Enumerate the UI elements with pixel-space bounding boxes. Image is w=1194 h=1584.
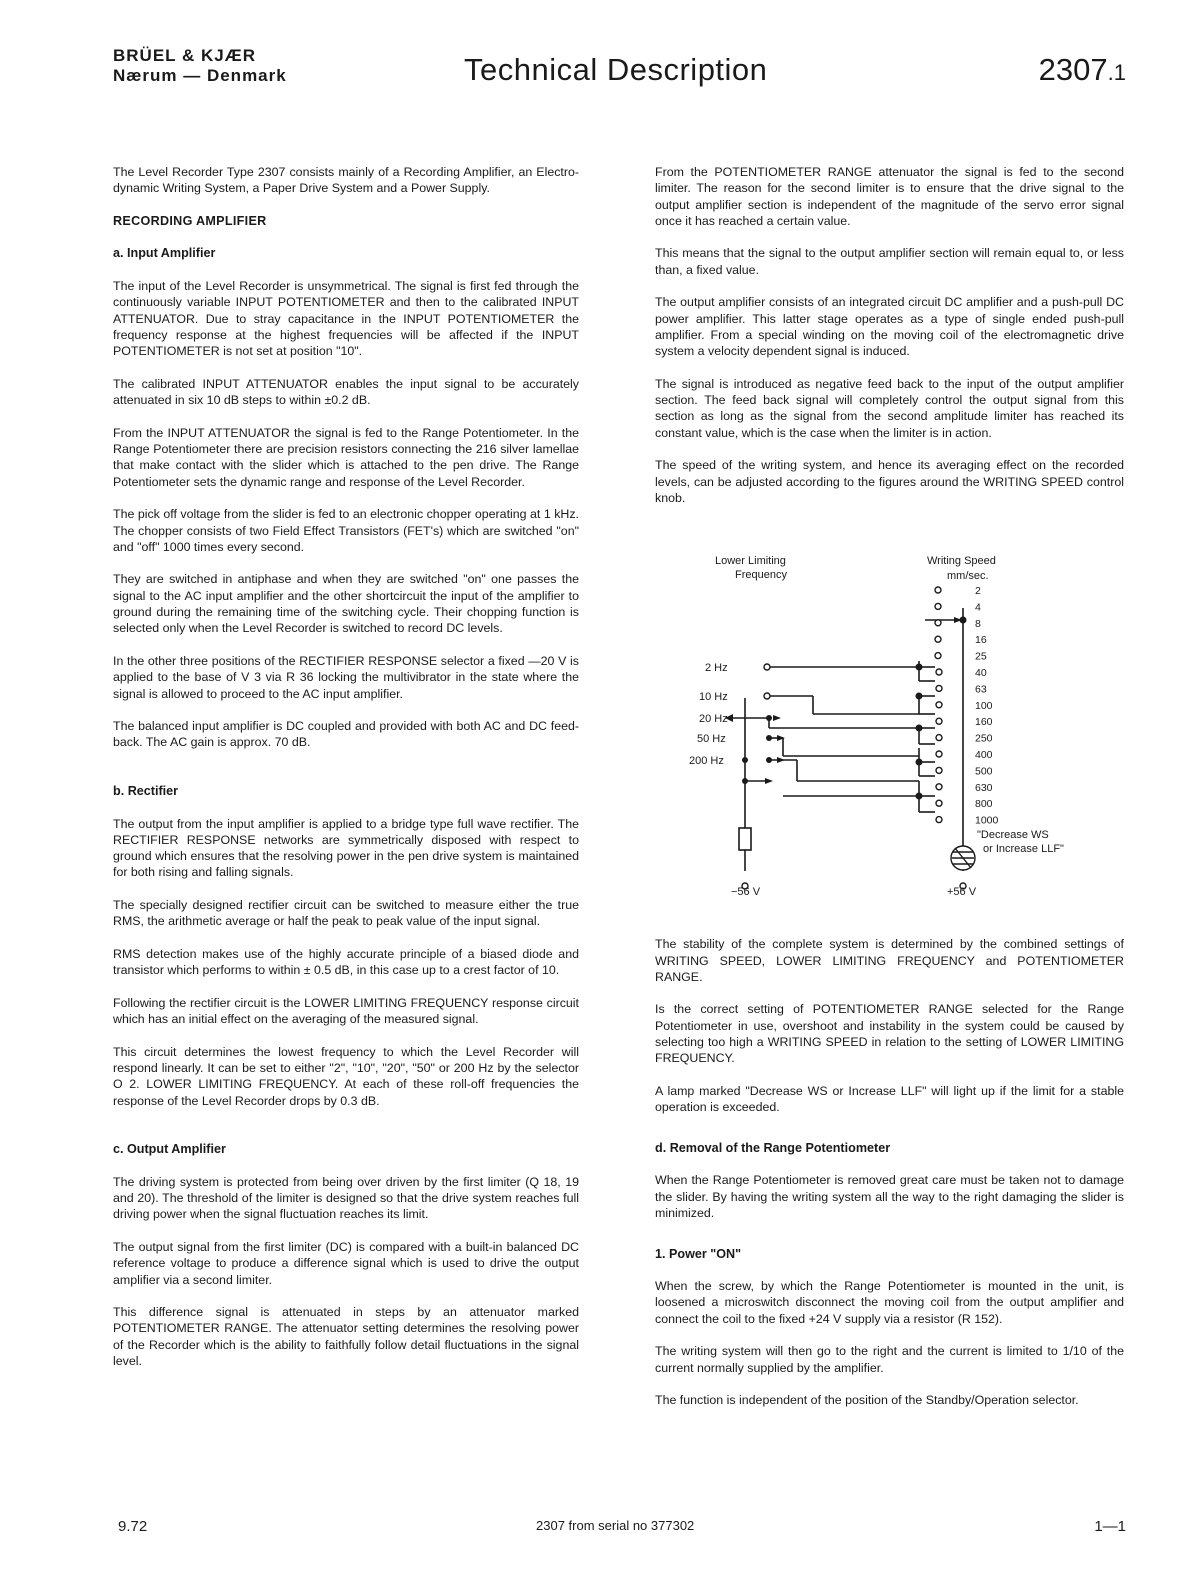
ws-title-line2: mm/sec. [947,570,989,583]
footer-serial: 2307 from serial no 377302 [536,1518,695,1533]
llf-label: 50 Hz [697,733,726,746]
writing-speed-label: 100 [975,700,993,713]
paragraph: They are switched in antiphase and when they are switched "on" one passes the signal to the AC input amplifier and the other shortcircuit the input of the amplifier to ground during the remaining time of the switching cycle. Their chopping function is selected only when the Level Recorder is switched to record DC levels. [113,572,579,636]
arrow-icon [777,757,785,763]
writing-speed-contact [936,669,942,675]
writing-speed-contact [936,800,942,806]
document-number-main: 2307 [1038,52,1108,87]
paragraph: RMS detection makes use of the highly accurate principle of a biased diode and transistor which performs to within ± 0.5 dB, in this case up to a crest factor of 10. [113,946,579,978]
writing-speed-contact [936,817,942,823]
writing-speed-label: 400 [975,749,993,762]
resistor-icon [739,828,751,850]
section-heading-recording-amplifier: RECORDING AMPLIFIER [113,213,267,228]
paragraph: The input of the Level Recorder is unsymmetrical. The signal is first fed through the continuously variable INPUT POTENTIOMETER and then to the calibrated INPUT ATTENUATOR. Due to stray capacitance in the INPUT POTENTIOMETER the frequency response at the highest frequencies will be affected if the INPUT POTENTIOMETER is not set at position "10". [113,279,579,359]
writing-speed-contact [935,653,941,659]
writing-speed-contact [936,784,942,790]
writing-speed-label: 63 [975,683,987,696]
paragraph: The output signal from the first limiter (DC) is compared with a built-in balanced DC reference voltage to produce a difference signal which is used to drive the output amplifier via a second limiter. [113,1240,579,1287]
subheading-removal-range-potentiometer: d. Removal of the Range Potentiometer [655,1140,891,1155]
writing-speed-contact [936,686,942,692]
subheading-rectifier: b. Rectifier [113,783,179,798]
writing-speed-label: 630 [975,782,993,795]
llf-label: 10 Hz [699,691,728,704]
llf-label: 20 Hz [699,713,728,726]
writing-speed-label: 1000 [975,814,999,827]
paragraph: When the screw, by which the Range Potentiometer is mounted in the unit, is loosened a microswitch disconnect the moving coil from the output amplifier and connect the coil to the fixed +24 V supply via a resistor (R 152). [655,1279,1124,1326]
writing-speed-label: 2 [975,585,981,598]
writing-speed-label: 500 [975,765,993,778]
arrow-icon [773,715,781,721]
paragraph: The balanced input amplifier is DC coupled and provided with both AC and DC feed-back. The AC gain is approx. 70 dB. [113,719,579,750]
writing-speed-label: 16 [975,634,987,647]
paragraph: The speed of the writing system, and hence its averaging effect on the recorded levels, can be adjusted according to the figures around the WRITING SPEED control knob. [655,458,1124,505]
paragraph: In the other three positions of the RECTIFIER RESPONSE selector a fixed —20 V is applied to the base of V 3 via R 36 locking the multivibrator in the state where the signal is allowed to proceed to the AC input amplifier. [113,653,579,701]
intro-paragraph: The Level Recorder Type 2307 consists mainly of a Recording Amplifier, an Electro-dynamic Writing System, a Paper Drive System and a Power Supply. [113,165,579,196]
llf-title-line2: Frequency [735,569,787,582]
paragraph: When the Range Potentiometer is removed great care must be taken not to damage the slider. By having the writing system all the way to the right damaging the slider is minimized. [655,1173,1124,1220]
writing-speed-label: 250 [975,732,993,745]
warning-lamp-icon [951,846,975,870]
document-number [1039,52,1126,88]
document-number-sub: .1 [1107,60,1126,85]
positive-supply-label: +56 V [947,886,977,897]
left-column [113,164,579,1386]
subheading-input-amplifier: a. Input Amplifier [113,246,216,261]
paragraph: From the POTENTIOMETER RANGE attenuator the signal is fed to the second limiter. The reason for the second limiter is to ensure that the drive signal to the output amplifier section is independent of the magnitude of the servo error signal once it has reached a certain value. [655,165,1124,228]
paragraph: The calibrated INPUT ATTENUATOR enables the input signal to be accurately attenuated in six 10 dB steps to within ±0.2 dB. [113,376,579,408]
paragraph: A lamp marked "Decrease WS or Increase LLF" will light up if the limit for a stable operation is exceeded. [655,1083,1124,1115]
lamp-label-line1: "Decrease WS [977,829,1049,842]
writing-speed-label: 8 [975,618,981,631]
llf-title-line1: Lower Limiting [715,555,786,568]
llf-label: 200 Hz [689,755,724,768]
paragraph: This circuit determines the lowest frequency to which the Level Recorder will respond linearly. It can be set to either "2", "10", "20", "50" or 200 Hz by the selector O 2. LOWER LIMITING FREQUENCY. At each of these roll-off frequencies the response of the Level Recorder drops by 0.3 dB. [113,1044,579,1108]
writing-speed-contact [935,620,941,626]
paragraph: This means that the signal to the output amplifier section will remain equal to, or less than, a fixed value. [655,246,1124,277]
writing-speed-label: 160 [975,716,993,729]
writing-speed-contact [936,768,942,774]
paragraph: The output amplifier consists of an integrated circuit DC amplifier and a push-pull DC power amplifier. This latter stage operates as a type of single ended push-pull amplifier. From a special winding on the moving coil of the electromagnetic drive system a velocity dependent signal is induced. [655,295,1124,359]
company-block [113,46,287,86]
writing-speed-contact [936,702,942,708]
paragraph: The pick off voltage from the slider is fed to an electronic chopper operating at 1 kHz. The chopper consists of two Field Effect Transistors (FET's) which are switched "on" and "off" 1000 times every second. [113,507,579,554]
writing-speed-contact [936,751,942,757]
arrow-icon [765,778,773,784]
writing-speed-contact [935,587,941,593]
paragraph: The driving system is protected from being over driven by the first limiter (Q 18, 19 and 20). The threshold of the limiter is designed so that the drive system reaches full driving power when the signal fluctuation reaches its limit. [113,1174,579,1222]
llf-label: 2 Hz [705,662,728,675]
writing-speed-label: 40 [975,667,987,680]
writing-speed-contact [935,604,941,610]
paragraph: The writing system will then go to the right and the current is limited to 1/10 of the current normally supplied by the amplifier. [655,1344,1124,1375]
paragraph: This difference signal is attenuated in steps by an attenuator marked POTENTIOMETER RANGE. The attenuator setting determines the resolving power of the Recorder which is the ability to faithfully follow detail fluctuations in the signal level. [113,1305,579,1369]
writing-speed-label: 4 [975,601,981,614]
subheading-output-amplifier: c. Output Amplifier [113,1142,226,1157]
subheading-power-on: 1. Power "ON" [655,1246,742,1261]
right-column [655,164,1124,1425]
footer-page-number: 1—1 [1094,1518,1126,1535]
negative-supply-label: −56 V [731,886,761,897]
company-location: Nærum — Denmark [113,66,287,85]
writing-speed-contact [936,718,942,724]
llf-writing-speed-diagram [655,548,1124,896]
paragraph: The function is independent of the position of the Standby/Operation selector. [655,1393,1079,1408]
footer-date: 9.72 [118,1518,148,1535]
paragraph: The stability of the complete system is determined by the combined settings of WRITING SPEED, LOWER LIMITING FREQUENCY and POTENTIOMETER RANGE. [655,937,1124,984]
paragraph: The output from the input amplifier is applied to a bridge type full wave rectifier. The RECTIFIER RESPONSE networks are symmetrically disposed with respect to ground which ensures that the resolving power in the pen drive system is maintained for both rising and falling signals. [113,816,579,880]
writing-speed-contact [936,735,942,741]
paragraph: Following the rectifier circuit is the LOWER LIMITING FREQUENCY response circuit which has an initial effect on the averaging of the measured signal. [113,995,579,1027]
page-title: Technical Description [464,52,768,87]
company-name: BRÜEL & KJÆR [113,46,256,65]
paragraph: The signal is introduced as negative feed back to the input of the output amplifier section. The feed back signal will completely control the output signal from this section as long as the signal from the second amplitude limiter has reached its constant value, which is the case when the limiter is in action. [655,376,1124,440]
writing-speed-contact [935,636,941,642]
writing-speed-label: 800 [975,798,993,811]
lamp-label-line2: or Increase LLF" [983,843,1064,856]
paragraph: Is the correct setting of POTENTIOMETER RANGE selected for the Range Potentiometer in use, overshoot and instability in the system could be caused by selecting too high a WRITING SPEED in relation to the setting of LOWER LIMITING FREQUENCY. [655,1002,1124,1066]
paragraph: The specially designed rectifier circuit can be switched to measure either the true RMS, the arithmetic average or half the peak to peak value of the input signal. [113,898,579,929]
ws-title-line1: Writing Speed [927,555,996,568]
paragraph: From the INPUT ATTENUATOR the signal is fed to the Range Potentiometer. In the Range Potentiometer there are precision resistors connecting the 216 silver lamellae that make contact with the slider which is attached to the pen drive. The Range Potentiometer sets the dynamic range and response of the Level Recorder. [113,425,579,489]
writing-speed-label: 25 [975,650,987,663]
